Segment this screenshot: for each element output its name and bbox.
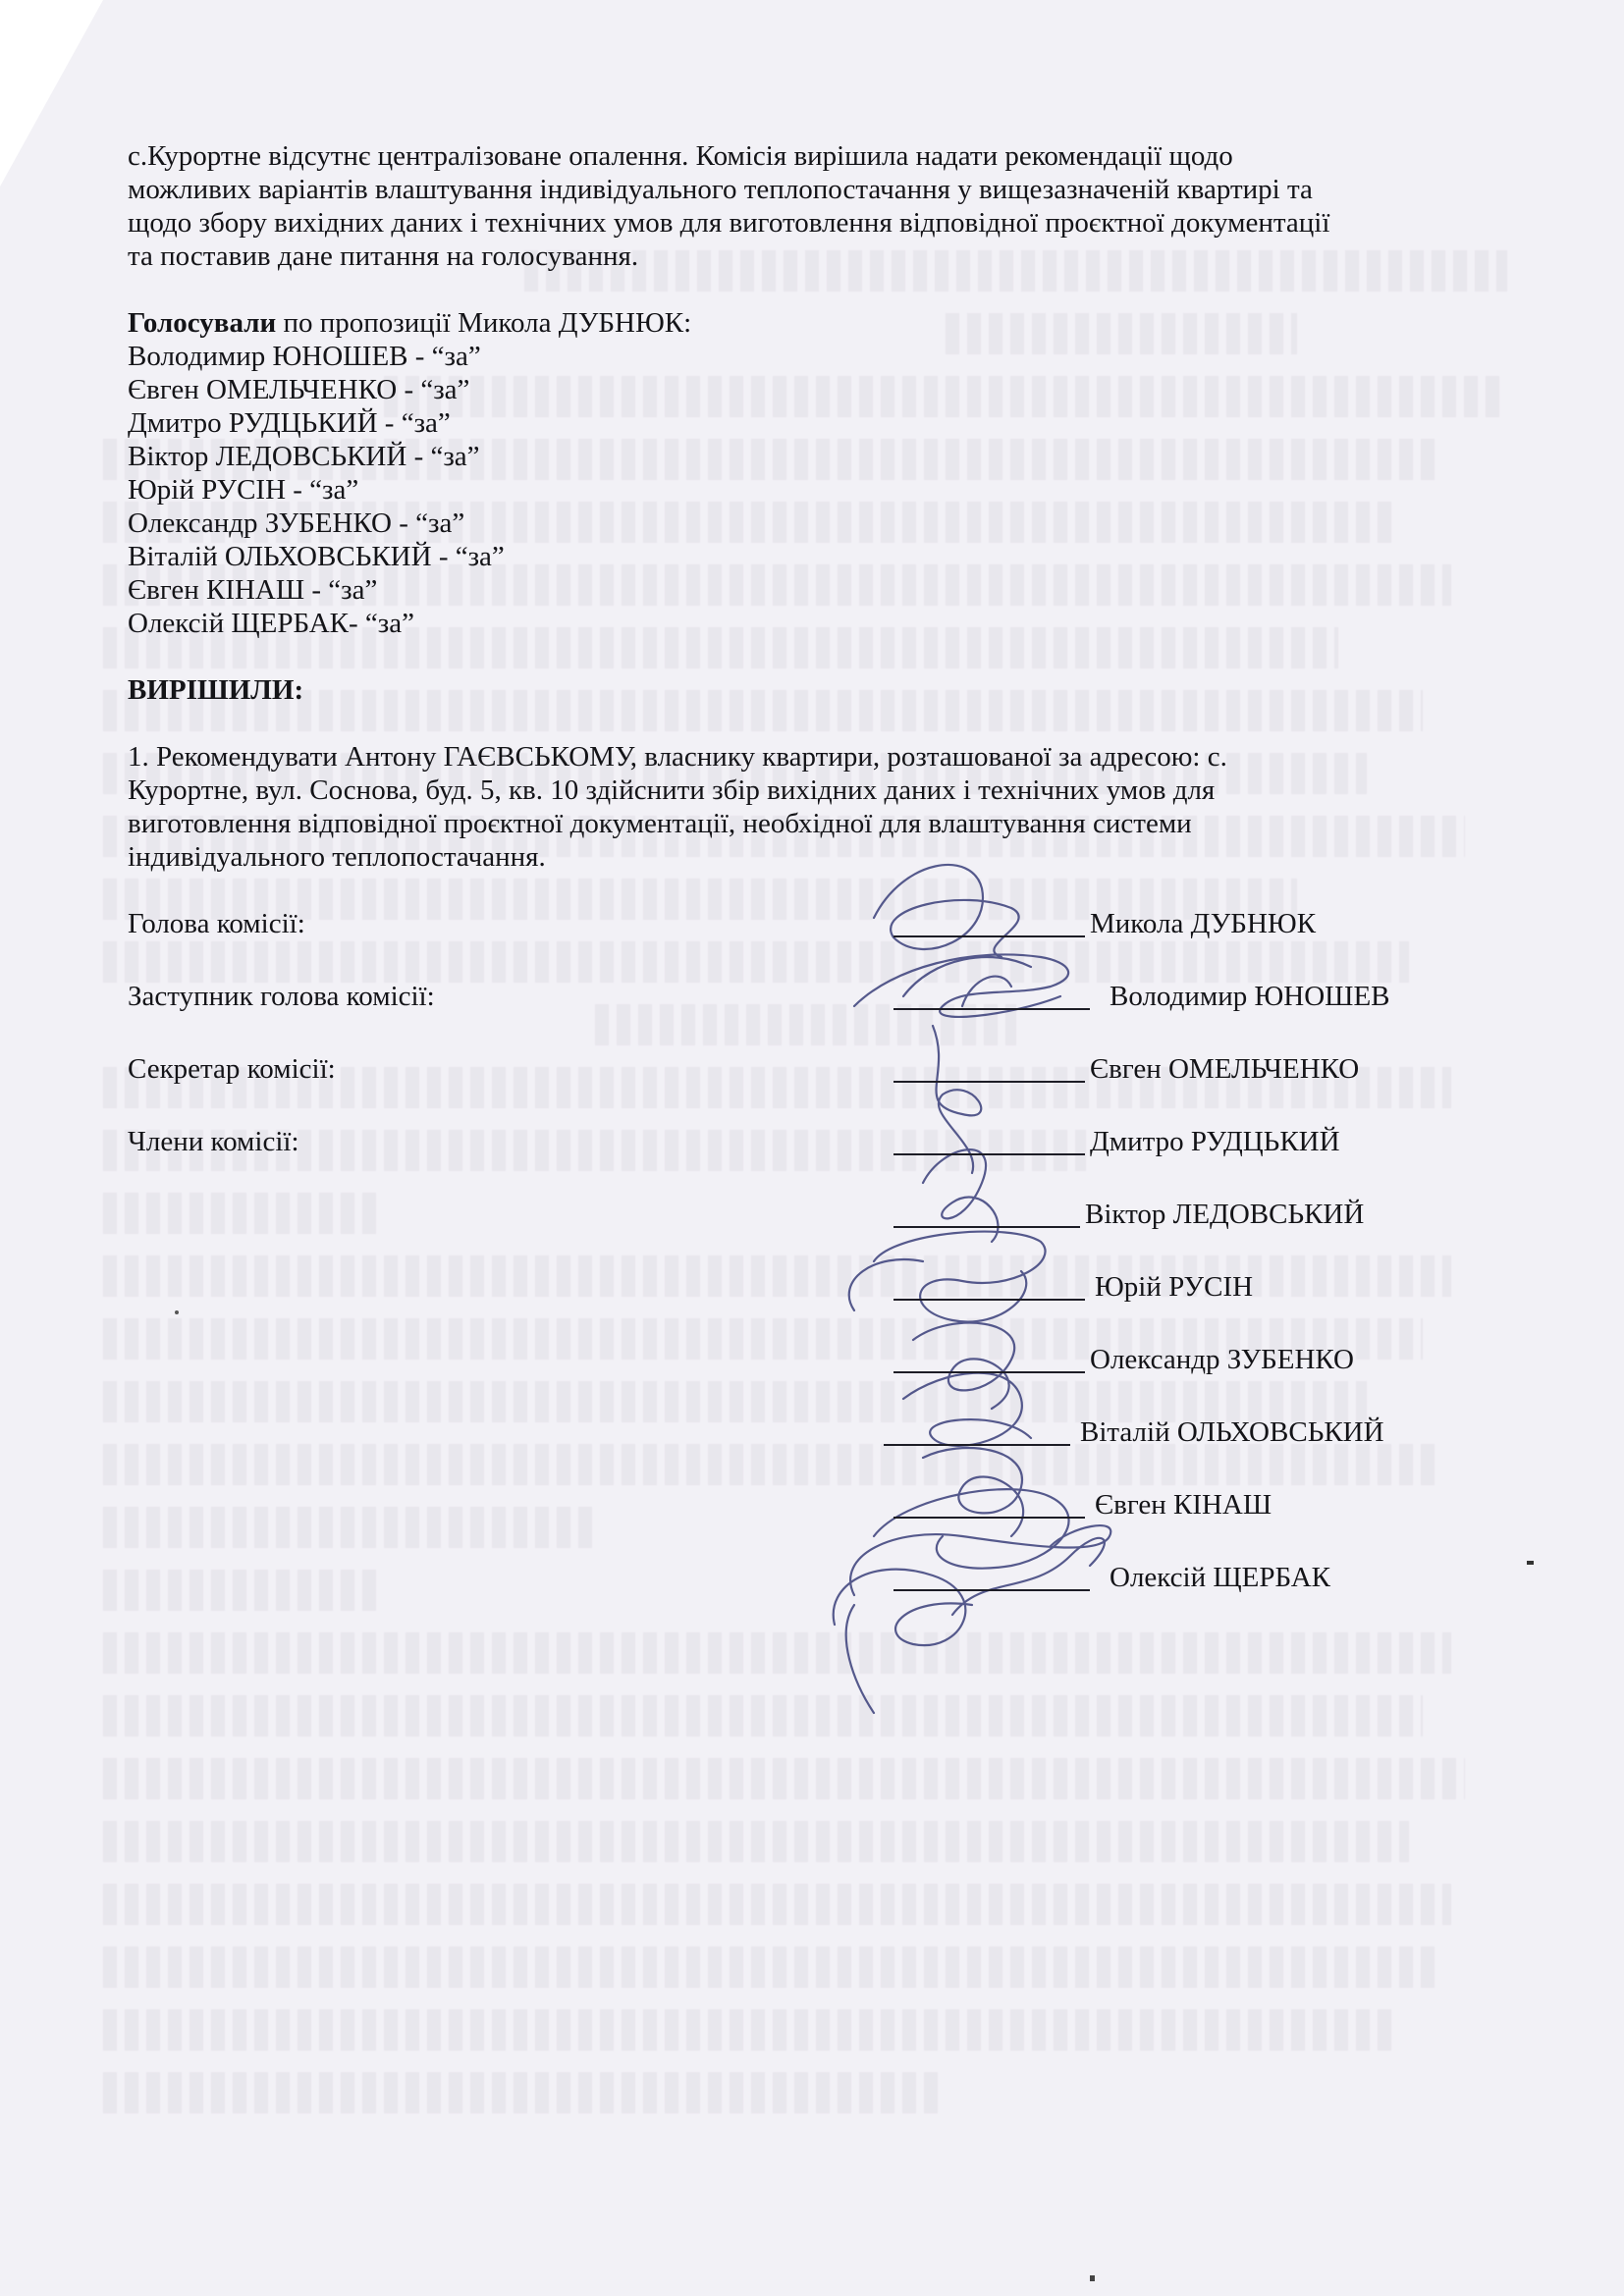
- intro-line: можливих варіантів влаштування індивідуального теплопостачання у вищезазначеній квартирі та: [128, 174, 1313, 205]
- signature-role: Секретар комісії:: [128, 1053, 336, 1085]
- signature-line: [893, 1371, 1085, 1373]
- signature-row: [128, 908, 1502, 947]
- signature-row: [128, 1344, 1502, 1383]
- signature-row: [128, 1271, 1502, 1310]
- signature-line: [893, 1153, 1085, 1155]
- signatory-name: Віктор ЛЕДОВСЬКИЙ: [1085, 1199, 1365, 1230]
- signature-row: [128, 1416, 1502, 1456]
- vote-entry: Олексій ЩЕРБАК- “за”: [128, 608, 414, 639]
- folded-corner: [0, 0, 103, 187]
- intro-line: та поставив дане питання на голосування.: [128, 240, 639, 272]
- signature-row: [128, 1489, 1502, 1528]
- decision-line: індивідуального теплопостачання.: [128, 841, 546, 873]
- vote-entry: Віталій ОЛЬХОВСЬКИЙ - “за”: [128, 541, 505, 572]
- signatory-name: Олексій ЩЕРБАК: [1110, 1562, 1331, 1593]
- signature-role: Голова комісії:: [128, 908, 305, 939]
- signature-row: [128, 981, 1502, 1020]
- document-body: [128, 139, 1448, 874]
- vote-entry: Євген ОМЕЛЬЧЕНКО - “за”: [128, 374, 470, 405]
- signatory-name: Юрій РУСІН: [1095, 1271, 1254, 1303]
- signature-row: [128, 1053, 1502, 1093]
- signatory-name: Олександр ЗУБЕНКО: [1090, 1344, 1354, 1375]
- scan-speck: [1090, 2275, 1095, 2281]
- signature-row: [128, 1199, 1502, 1238]
- decision-paragraph: [128, 740, 1448, 874]
- decision-line: Курортне, вул. Соснова, буд. 5, кв. 10 здійснити збір вихідних даних і технічних умов для: [128, 774, 1216, 806]
- decision-line: 1. Рекомендувати Антону ГАЄВСЬКОМУ, власнику квартири, розташованої за адресою: с.: [128, 741, 1227, 773]
- signatory-name: Віталій ОЛЬХОВСЬКИЙ: [1080, 1416, 1384, 1448]
- decision-line: виготовлення відповідної проєктної документації, необхідної для влаштування системи: [128, 808, 1192, 839]
- vote-entry: Олександр ЗУБЕНКО - “за”: [128, 507, 465, 539]
- vote-section: [128, 306, 1448, 640]
- vote-heading: [128, 306, 1448, 340]
- vote-entry: Володимир ЮНОШЕВ - “за”: [128, 341, 481, 372]
- signature-line: [893, 1589, 1090, 1591]
- vote-entry: Дмитро РУДЦЬКИЙ - “за”: [128, 407, 451, 439]
- intro-line: щодо збору вихідних даних і технічних умов для виготовлення відповідної проєктної документації: [128, 207, 1330, 239]
- decided-section: [128, 673, 1448, 874]
- signatory-name: Микола ДУБНЮК: [1090, 908, 1317, 939]
- vote-proposal: по пропозиції Микола ДУБНЮК:: [276, 307, 692, 339]
- signature-line: [893, 1299, 1085, 1301]
- vote-entry: Юрій РУСІН - “за”: [128, 474, 359, 506]
- signature-line: [893, 1008, 1090, 1010]
- scan-speck: [175, 1310, 179, 1314]
- signature-row: [128, 1126, 1502, 1165]
- signature-role: Члени комісії:: [128, 1126, 299, 1157]
- vote-label: Голосували: [128, 307, 277, 339]
- signatory-name: Євген ОМЕЛЬЧЕНКО: [1090, 1053, 1360, 1085]
- signatory-name: Володимир ЮНОШЕВ: [1110, 981, 1390, 1012]
- signature-row: [128, 1562, 1502, 1601]
- intro-paragraph: [128, 139, 1448, 273]
- signature-line: [893, 1226, 1080, 1228]
- signatory-name: Євген КІНАШ: [1095, 1489, 1272, 1521]
- signature-line: [893, 1081, 1085, 1083]
- scan-speck: [1527, 1561, 1534, 1565]
- intro-line: с.Курортне відсутнє централізоване опалення. Комісія вирішила надати рекомендації щодо: [128, 140, 1233, 172]
- vote-entry: Євген КІНАШ - “за”: [128, 574, 378, 606]
- signature-line: [893, 1517, 1085, 1519]
- vote-entry: Віктор ЛЕДОВСЬКИЙ - “за”: [128, 441, 480, 472]
- signature-line: [884, 1444, 1070, 1446]
- signature-line: [893, 935, 1085, 937]
- signatory-name: Дмитро РУДЦЬКИЙ: [1090, 1126, 1340, 1157]
- signature-role: Заступник голова комісії:: [128, 981, 435, 1012]
- decided-heading: ВИРІШИЛИ:: [128, 674, 304, 706]
